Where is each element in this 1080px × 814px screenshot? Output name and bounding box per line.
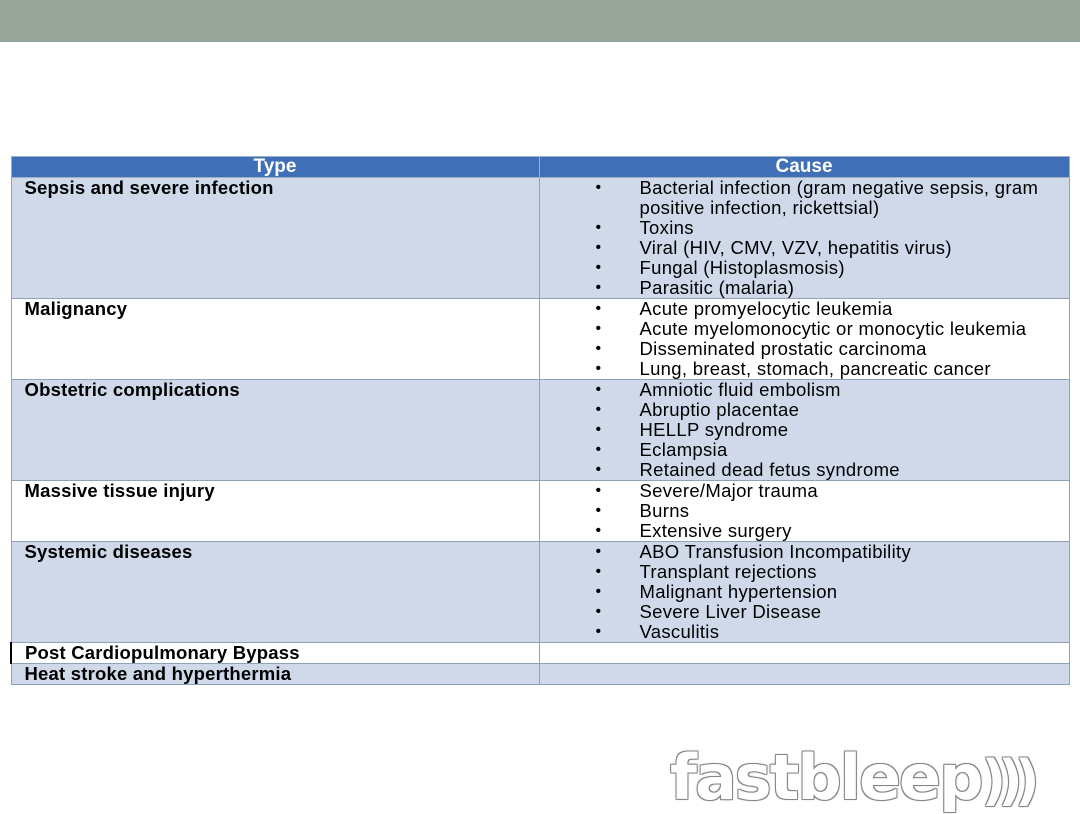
list-item (540, 359, 1069, 379)
cause-text: Viral (HIV, CMV, VZV, hepatitis virus) (639, 237, 952, 258)
bullet-icon: • (595, 421, 602, 438)
list-item (540, 542, 1069, 562)
list-item (540, 602, 1069, 622)
type-cell: Systemic diseases (11, 542, 539, 643)
bullet-icon: • (595, 603, 602, 620)
list-item (540, 339, 1069, 359)
signal-arcs-icon: ))) (981, 749, 1032, 812)
cause-text: Disseminated prostatic carcinoma (639, 338, 927, 359)
cause-text: Malignant hypertension (639, 581, 838, 602)
bullet-icon: • (595, 320, 602, 337)
list-item (540, 481, 1069, 501)
cause-text: Extensive surgery (639, 520, 792, 541)
bullet-icon: • (595, 381, 602, 398)
bullet-icon: • (595, 259, 602, 276)
cause-text: Acute myelomonocytic or monocytic leukemia (639, 318, 1027, 339)
bullet-icon: • (595, 441, 602, 458)
table-header-row (11, 157, 1069, 178)
cause-cell (539, 178, 1069, 299)
list-item (540, 319, 1069, 339)
bullet-icon: • (595, 300, 602, 317)
bullet-icon: • (595, 623, 602, 640)
cause-cell (539, 299, 1069, 380)
bullet-icon: • (595, 179, 602, 196)
cause-cell (539, 643, 1069, 664)
bullet-icon: • (595, 340, 602, 357)
bullet-icon: • (595, 563, 602, 580)
cause-text: Bacterial infection (gram negative sepsis, gram positive infection, rickettsial) (639, 177, 1039, 218)
table-row (11, 178, 1069, 299)
fastbleep-logo (670, 741, 1075, 814)
cause-text: HELLP syndrome (639, 419, 789, 440)
type-cell: Sepsis and severe infection (11, 178, 539, 299)
list-item (540, 178, 1069, 218)
type-cell: Obstetric complications (11, 380, 539, 481)
table-row (11, 542, 1069, 643)
cause-text: Vasculitis (639, 621, 720, 642)
cause-text: ABO Transfusion Incompatibility (639, 541, 911, 562)
bullet-icon: • (595, 502, 602, 519)
type-cell: Malignancy (11, 299, 539, 380)
cause-text: Severe/Major trauma (639, 480, 818, 501)
cause-text: Acute promyelocytic leukemia (639, 298, 893, 319)
type-cell: Massive tissue injury (11, 481, 539, 542)
cause-cell (539, 542, 1069, 643)
cause-text: Severe Liver Disease (639, 601, 822, 622)
cause-text: Abruptio placentae (639, 399, 800, 420)
table-row (11, 664, 1069, 685)
bullet-icon: • (595, 522, 602, 539)
type-cell: Post Cardiopulmonary Bypass (11, 643, 539, 664)
table-row (11, 643, 1069, 664)
cause-text: Retained dead fetus syndrome (639, 459, 900, 480)
cause-list (540, 481, 1069, 541)
cause-cell (539, 380, 1069, 481)
bullet-icon: • (595, 401, 602, 418)
bullet-icon: • (595, 543, 602, 560)
title-band (0, 0, 1080, 42)
list-item (540, 562, 1069, 582)
list-item (540, 501, 1069, 521)
table-row (11, 299, 1069, 380)
header-cause: Cause (539, 157, 1069, 178)
cause-text: Amniotic fluid embolism (639, 379, 841, 400)
cause-text: Fungal (Histoplasmosis) (639, 257, 845, 278)
list-item (540, 238, 1069, 258)
bullet-icon: • (595, 461, 602, 478)
cause-text: Parasitic (malaria) (639, 277, 795, 298)
list-item (540, 218, 1069, 238)
bullet-icon: • (595, 482, 602, 499)
cause-text: Eclampsia (639, 439, 728, 460)
bullet-icon: • (595, 583, 602, 600)
bullet-icon: • (595, 360, 602, 377)
table-row (11, 380, 1069, 481)
type-cell: Heat stroke and hyperthermia (11, 664, 539, 685)
cause-cell (539, 664, 1069, 685)
cause-list (540, 178, 1069, 298)
cause-list (540, 380, 1069, 480)
cause-list (540, 542, 1069, 642)
cause-text: Toxins (639, 217, 694, 238)
cause-text: Transplant rejections (639, 561, 817, 582)
header-type: Type (11, 157, 539, 178)
list-item (540, 622, 1069, 642)
bullet-icon: • (595, 219, 602, 236)
list-item (540, 440, 1069, 460)
cause-cell (539, 481, 1069, 542)
list-item (540, 460, 1069, 480)
table-row (11, 481, 1069, 542)
cause-text: Lung, breast, stomach, pancreatic cancer (639, 358, 991, 379)
list-item (540, 380, 1069, 400)
list-item (540, 582, 1069, 602)
bullet-icon: • (595, 239, 602, 256)
list-item (540, 400, 1069, 420)
cause-list (540, 299, 1069, 379)
list-item (540, 521, 1069, 541)
dic-causes-table (10, 156, 1070, 685)
cause-text: Burns (639, 500, 690, 521)
list-item (540, 299, 1069, 319)
list-item (540, 258, 1069, 278)
logo-wordmark: fastbleep (670, 741, 982, 814)
bullet-icon: • (595, 279, 602, 296)
list-item (540, 278, 1069, 298)
list-item (540, 420, 1069, 440)
